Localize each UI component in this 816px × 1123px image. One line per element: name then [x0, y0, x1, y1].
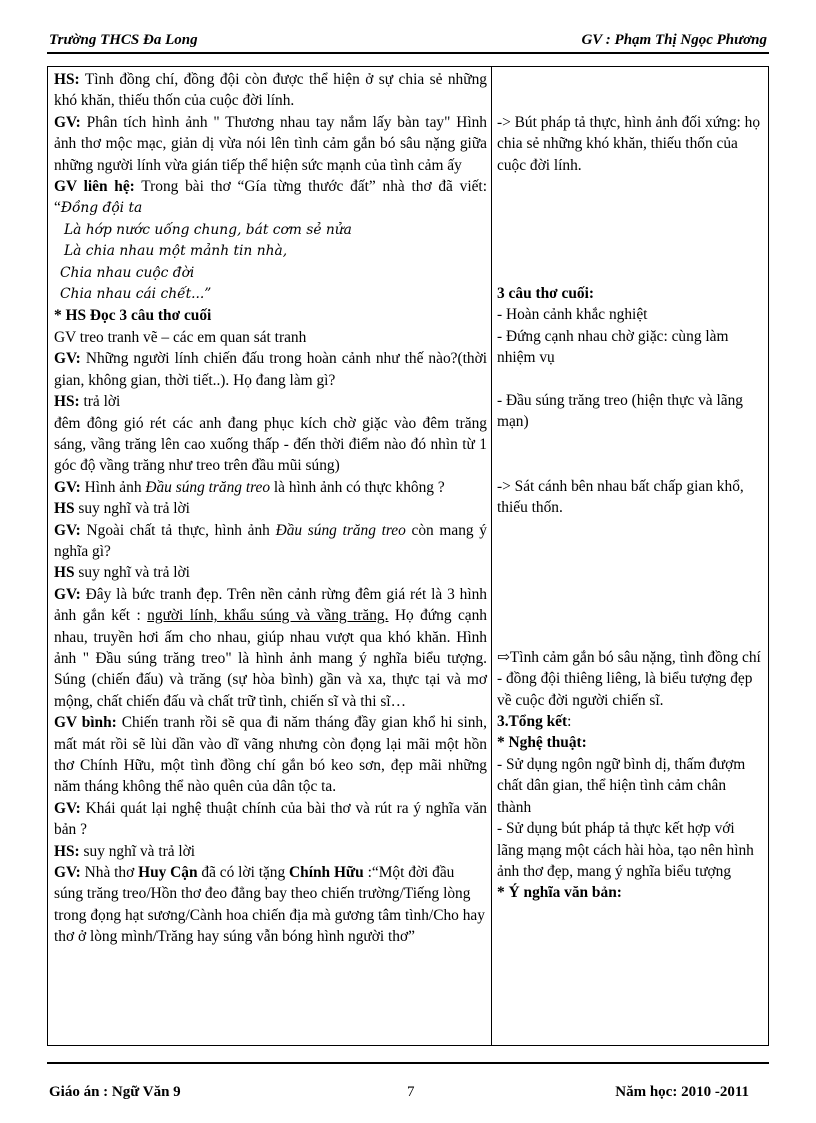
note: -> Sát cánh bên nhau bất chấp gian khổ, thiếu thốn.: [497, 477, 744, 517]
text: còn mang ý nghĩa gì?: [54, 521, 487, 560]
text: Ngoài chất tả thực, hình ảnh: [80, 521, 276, 539]
left-column: [54, 69, 487, 948]
section-heading: * HS Đọc 3 câu thơ cuối: [54, 307, 212, 325]
speaker-label: GV liên hệ:: [54, 178, 135, 196]
footer-year: Năm học: 2010 -2011: [615, 1084, 749, 1100]
paragraph: [54, 562, 487, 583]
poem-line: Đồng đội ta: [60, 200, 143, 217]
speaker-label: GV:: [54, 350, 81, 368]
paragraph: [54, 862, 487, 948]
italic-phrase: Đầu súng trăng treo: [145, 478, 271, 496]
speaker-label: HS:: [54, 842, 80, 860]
bold-name: Chính Hữu: [289, 864, 364, 882]
text: trả lời: [79, 393, 121, 411]
speaker-label: HS: [54, 500, 75, 518]
paragraph: [54, 69, 487, 112]
subheading: * Ý nghĩa văn bản:: [497, 884, 622, 902]
text: Nhà thơ: [80, 864, 139, 882]
paragraph: GV treo tranh vẽ – các em quan sát tranh: [54, 328, 307, 346]
speaker-label: GV:: [54, 521, 81, 539]
page-footer: [47, 1062, 769, 1100]
note: - Đầu súng trăng treo (hiện thực và lãng mạn): [497, 392, 743, 431]
paragraph: [54, 391, 487, 412]
heading-text: 3.Tổng kết: [497, 713, 568, 731]
text: đã có lời tặng: [197, 864, 290, 882]
paragraph: [54, 520, 487, 563]
paragraph: [54, 477, 487, 498]
speaker-label: HS:: [54, 393, 80, 411]
speaker-label: GV:: [54, 478, 81, 496]
text: Họ đứng cạnh nhau, truyền hơi ấm cho nhau, giúp nhau vượt qua khó khăn. Hình ảnh " Đầu súng trăng treo" là hình ảnh mang ý nghĩa biểu tượng. Súng (chiến đấu) và trăng (sự hòa bình) gần và xa, thực tại và mơ mộng, chất chiến đấu và chất trữ tình, chiến sĩ và thi sĩ…: [54, 607, 488, 710]
text: suy nghĩ và trả lời: [79, 842, 196, 860]
paragraph: [54, 348, 487, 391]
text: Trong bài thơ “Gía từng thước đất” nhà thơ đã viết: “: [54, 178, 487, 217]
right-column: [497, 69, 763, 904]
text: là hình ảnh có thực không ?: [270, 478, 445, 496]
text: suy nghĩ và trả lời: [74, 500, 190, 518]
text: Đây là bức tranh đẹp. Trên nền cảnh rừng đêm giá rét là 3 hình ảnh gắn kết :: [54, 585, 487, 625]
note: - Sử dụng ngôn ngữ bình dị, thấm đượm chất dân gian, thể hiện tình cảm chân thành: [497, 755, 746, 816]
poem-line: Là chia nhau một mảnh tin nhà,: [64, 243, 288, 260]
section-heading: [497, 711, 763, 732]
poem-line: Chia nhau cuộc đời: [60, 264, 195, 281]
text: Hình ảnh: [80, 478, 146, 496]
subheading: * Nghệ thuật:: [497, 734, 587, 752]
paragraph: [54, 798, 487, 841]
speaker-label: GV:: [54, 585, 81, 603]
text: Chiến tranh rồi sẽ qua đi năm tháng đầy gian khổ hi sinh, mất mát rồi sẽ lùi dần vào dĩ vãng nhưng còn đọng lại mãi một hồn thơ Chính Hữu, một tình đồng chí gắn bó keo sơn, đẹp mãi những năm tháng không thể nào quên của dân tộc ta.: [54, 714, 487, 796]
text: Khái quát lại nghệ thuật chính của bài thơ và rút ra ý nghĩa văn bản ?: [54, 799, 487, 839]
speaker-label: HS:: [54, 71, 80, 88]
underlined-phrase: người lính, khẩu súng và vầng trăng.: [147, 607, 389, 625]
paragraph: [54, 176, 487, 220]
section-heading: 3 câu thơ cuối:: [497, 285, 595, 303]
paragraph: [54, 712, 487, 798]
note: -> Bút pháp tả thực, hình ảnh đối xứng: họ chia sẻ những khó khăn, thiếu thốn của cuộc đời lính.: [497, 113, 761, 174]
note: - Hoàn cảnh khắc nghiệt: [497, 306, 648, 324]
note: - Đứng cạnh nhau chờ giặc: cùng làm nhiệm vụ: [497, 327, 729, 367]
text: :“Một đời đầu súng trăng treo/Hồn thơ đeo đẳng bay theo chiến trường/Tiếng lòng trong đọng hạt sương/Cành hoa chiến địa mà gương tâm tình/Cho hay thơ ở lòng mình/Trăng hay súng vẫn bóng hình người thơ”: [54, 864, 485, 946]
paragraph: [54, 498, 487, 519]
text: Những người lính chiến đấu trong hoàn cảnh như thế nào?(thời gian, không gian, thời tiết..). Họ đang làm gì?: [54, 350, 487, 389]
speaker-label: HS: [54, 564, 75, 582]
italic-phrase: Đầu súng trăng treo: [275, 521, 406, 539]
lesson-table: [47, 66, 769, 1046]
text: Phân tích hình ảnh " Thương nhau tay nắm lấy bàn tay" Hình ảnh thơ mộc mạc, giản dị vừa nói lên tình cảm gắn bó sâu nặng giữa những người lính vừa gián tiếp thể hiện sức mạnh của tình cảm ấy: [54, 113, 487, 174]
speaker-label: GV:: [54, 113, 81, 131]
speaker-label: GV:: [54, 864, 81, 882]
teacher-name: GV : Phạm Thị Ngọc Phương: [581, 32, 767, 48]
page-number: 7: [407, 1084, 415, 1100]
poem-line: Chia nhau cái chết...”: [60, 286, 212, 303]
footer-subject: Giáo án : Ngữ Văn 9: [49, 1084, 181, 1100]
note: - Sử dụng bút pháp tả thực kết hợp với lãng mạng một cách hài hòa, tạo nên hình ảnh thơ đẹp, mang ý nghĩa biểu tượng: [497, 820, 754, 880]
paragraph: [54, 584, 487, 712]
paragraph: đêm đông gió rét các anh đang phục kích chờ giặc vào đêm trăng sáng, vầng trăng lên cao xuống thấp - đến thời điểm nào đó nhìn từ 1 góc độ vầng trăng như treo trên đầu mũi súng): [54, 414, 487, 475]
paragraph: [54, 841, 487, 862]
text: Tình đồng chí, đồng đội còn được thể hiện ở sự chia sẻ những khó khăn, thiếu thốn của cuộc đời lính.: [54, 71, 487, 110]
paragraph: [54, 112, 487, 176]
speaker-label: GV bình:: [54, 714, 117, 732]
speaker-label: GV:: [54, 799, 81, 817]
column-divider: [491, 67, 492, 1045]
poem-line: Là hớp nước uống chung, bát cơm sẻ nửa: [64, 221, 352, 238]
page-header: [47, 32, 769, 54]
text: suy nghĩ và trả lời: [74, 564, 190, 582]
school-name: Trường THCS Đa Long: [49, 32, 198, 48]
bold-name: Huy Cận: [138, 864, 198, 882]
text: :: [567, 713, 572, 731]
note: ⇨Tình cảm gắn bó sâu nặng, tình đồng chí - đồng đội thiêng liêng, là biểu tượng đẹp về cuộc đời người chiến sĩ.: [497, 648, 761, 709]
